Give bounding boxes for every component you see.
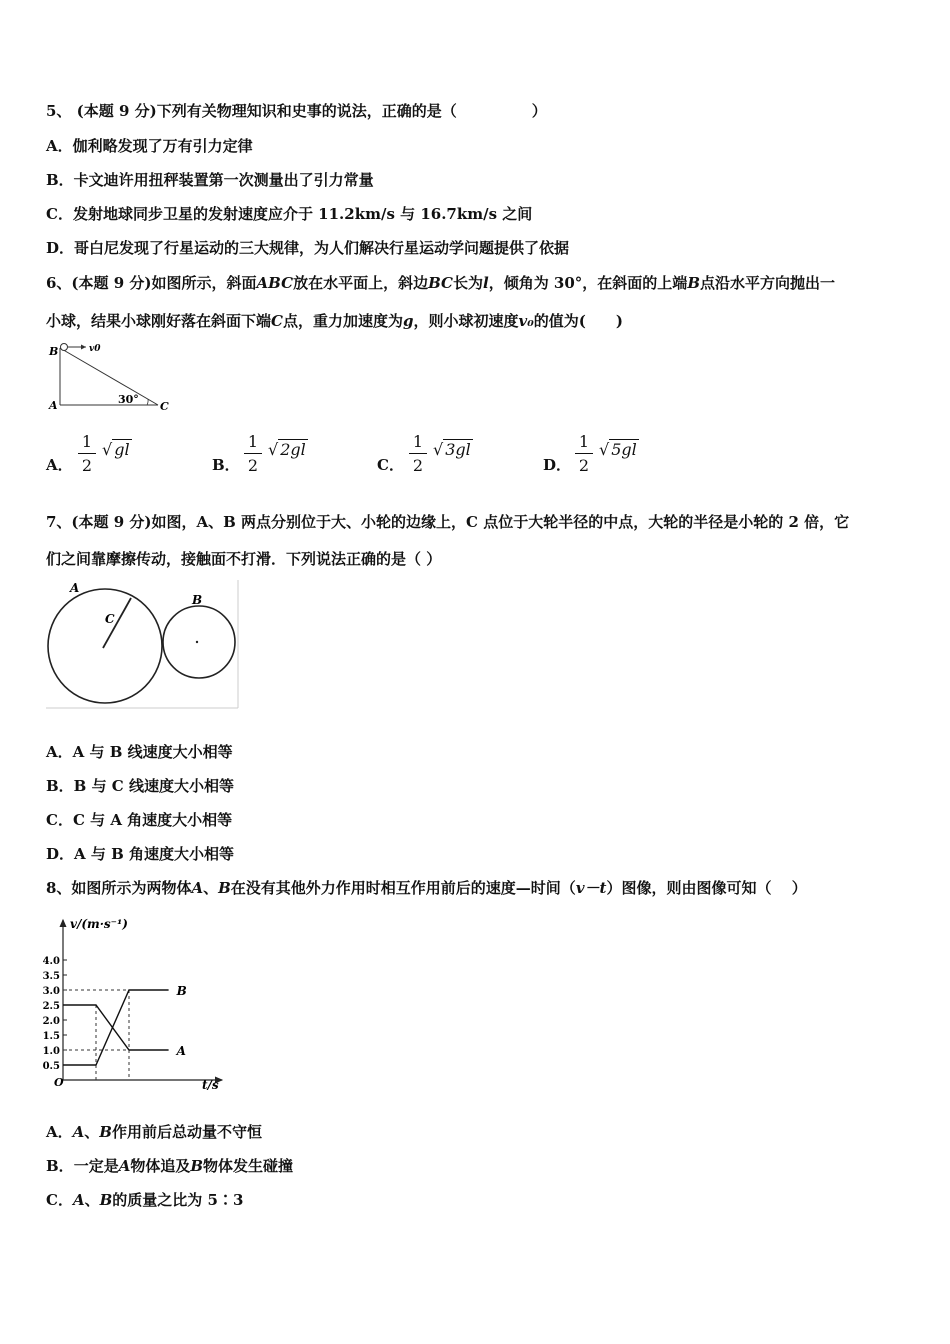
series-line-b	[63, 990, 169, 1065]
q7-option-d: D．A 与 B 角速度大小相等	[46, 845, 234, 863]
fig-label-v0: v0	[89, 344, 101, 354]
q6-options: A． 1 2 √ gl B． 1 2 √ 2gl C． 1 2 √ 3gl D． 1 2 √ 5gl	[46, 432, 637, 475]
q5-option-c: C．发射地球同步卫星的发射速度应介于 11.2km/s 与 16.7km/s 之间	[46, 205, 533, 223]
y-tick-label: 0.5	[42, 1061, 60, 1072]
wheel-label-b: B	[192, 593, 203, 607]
chart-origin: O	[54, 1076, 64, 1089]
fig-label-angle: 30°	[118, 393, 139, 406]
y-tick-label: 3.5	[42, 971, 60, 982]
q5-option-a: A．伽利略发现了万有引力定律	[46, 137, 253, 155]
q7-option-c: C．C 与 A 角速度大小相等	[46, 811, 233, 829]
q7-option-a: A．A 与 B 线速度大小相等	[46, 743, 233, 761]
q5-stem: 5、 (本题 9 分)下列有关物理知识和史事的说法，正确的是（ ）	[46, 102, 547, 120]
y-tick-label: 1.0	[42, 1046, 60, 1057]
wheels-diagram	[44, 578, 240, 710]
fig-label-b: B	[49, 345, 59, 358]
series-line-a	[63, 1005, 169, 1050]
y-tick-label: 2.0	[42, 1016, 60, 1027]
q8-option-a: A．A、B作用前后总动量不守恒	[46, 1123, 262, 1141]
q5-option-b: B．卡文迪许用扭秤装置第一次测量出了引力常量	[46, 171, 374, 189]
vt-chart	[42, 908, 232, 1092]
fig-label-c: C	[160, 400, 169, 413]
q8-option-c: C．A、B的质量之比为 5∶3	[46, 1191, 244, 1209]
incline-diagram	[46, 338, 176, 416]
q7-stem-line2: 们之间靠摩擦传动，接触面不打滑．下列说法正确的是（ ）	[46, 550, 442, 568]
series-label-a: A	[176, 1044, 186, 1058]
y-tick-label: 1.5	[42, 1031, 60, 1042]
wheel-label-c: C	[105, 612, 115, 626]
q8-stem: 8、如图所示为两物体A、B在没有其他外力作用时相互作用前后的速度—时间（v－t）图像，则由图像可知（ ）	[46, 879, 807, 897]
q7-option-b: B．B 与 C 线速度大小相等	[46, 777, 234, 795]
y-tick-label: 3.0	[42, 986, 60, 997]
y-tick-label: 2.5	[42, 1001, 60, 1012]
fig-label-a: A	[49, 399, 58, 412]
q8-option-b: B．一定是A物体追及B物体发生碰撞	[46, 1157, 294, 1175]
q7-stem-line1: 7、(本题 9 分)如图，A、B 两点分别位于大、小轮的边缘上，C 点位于大轮半径的中点，大轮的半径是小轮的 2 倍，它	[46, 513, 850, 531]
wheel-label-a: A	[70, 581, 80, 595]
q6-stem-line1: 6、(本题 9 分)如图所示，斜面ABC放在水平面上，斜边BC长为l，倾角为 30°，在斜面的上端B点沿水平方向抛出一	[46, 274, 836, 292]
q6-stem-line2: 小球，结果小球刚好落在斜面下端C点，重力加速度为g，则小球初速度v₀的值为( )	[46, 312, 623, 330]
y-tick-label: 4.0	[42, 956, 60, 967]
series-label-b: B	[176, 984, 187, 998]
chart-ylabel: v/(m·s⁻¹)	[70, 917, 128, 931]
q5-option-d: D．哥白尼发现了行星运动的三大规律，为人们解决行星运动学问题提供了依据	[46, 239, 570, 257]
chart-xlabel: t/s	[202, 1078, 219, 1092]
